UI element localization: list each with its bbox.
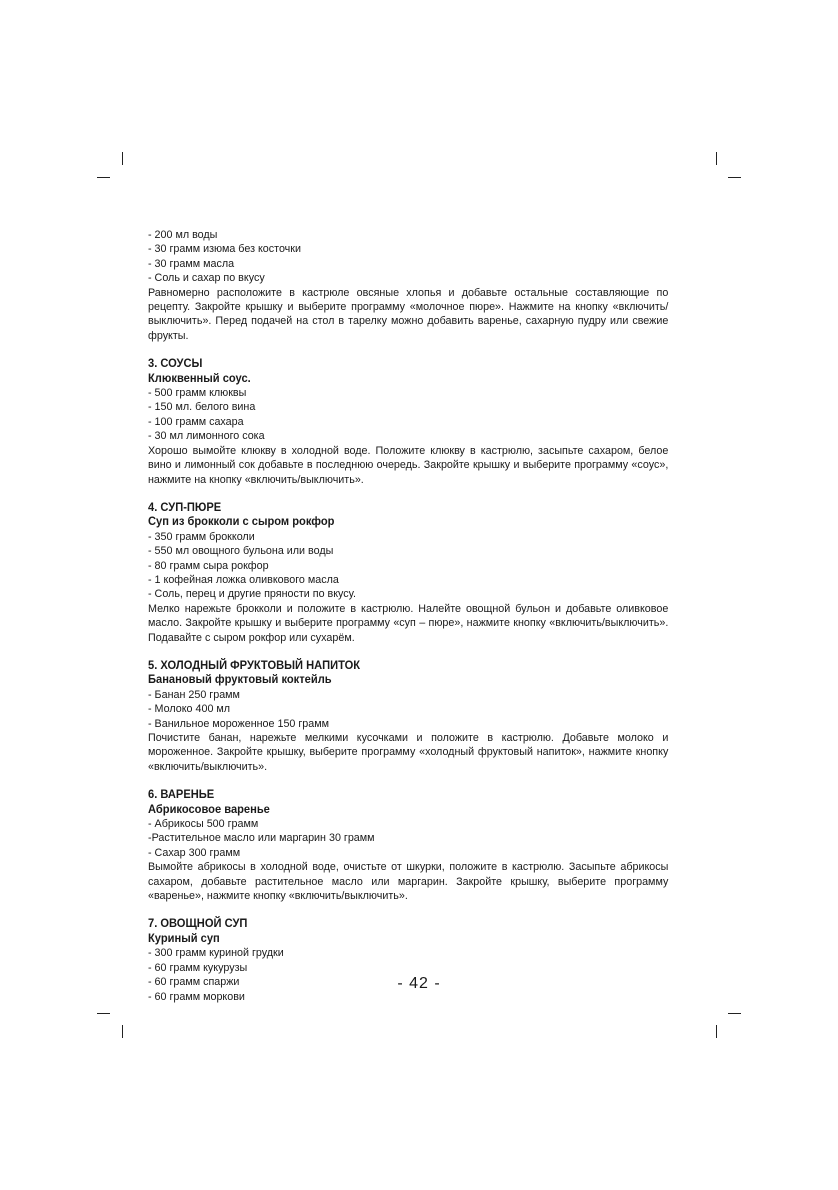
ingredient-item: - Сахар 300 грамм — [148, 846, 241, 859]
ingredient-item: - Соль и сахар по вкусу — [148, 272, 265, 285]
ingredient-item: - 60 грамм спаржи — [148, 976, 240, 989]
crop-mark-bottom-right-h — [728, 1013, 741, 1014]
ingredient-item: - 30 мл лимонного сока — [148, 430, 265, 443]
ingredient-item: -Растительное масло или маргарин 30 грамм — [148, 832, 375, 845]
instructions-paragraph: Почистите банан, нарежьте мелкими кусочками и положите в кастрюлю. Добавьте молоко и мороженное. Закройте крышку, выберите программу «холодный фруктовый напиток», нажмите кнопку «включить/выключить». — [148, 732, 669, 773]
section-heading: 6. ВАРЕНЬЕ — [148, 788, 215, 802]
section-heading: 7. ОВОЩНОЙ СУП — [148, 917, 248, 931]
crop-mark-bottom-right-v — [716, 1025, 717, 1038]
ingredient-item: - Абрикосы 500 грамм — [148, 818, 259, 831]
ingredient-item: - 100 грамм сахара — [148, 415, 244, 428]
section-heading: 3. СОУСЫ — [148, 357, 203, 371]
ingredient-item: - 200 мл воды — [148, 229, 218, 241]
instructions-paragraph: Вымойте абрикосы в холодной воде, очистьте от шкурки, положите в кастрюлю. Засыпьте абрикосы сахаром, добавьте растительное масло или маргарин. Закройте крышку, выберите программу «варенье», нажмите кнопку «включить/выключить». — [148, 861, 669, 903]
ingredient-item: - Ванильное мороженное 150 грамм — [148, 717, 330, 730]
ingredient-item: - Соль, перец и другие пряности по вкусу. — [148, 588, 356, 601]
ingredient-item: - 150 мл. белого вина — [148, 401, 256, 414]
ingredient-item: - 550 мл овощного бульона или воды — [148, 545, 334, 558]
section-soup-puree — [148, 501, 668, 645]
ingredient-item: - 30 грамм изюма без косточки — [148, 243, 301, 256]
section-sauces — [148, 357, 668, 487]
crop-mark-bottom-left-v — [122, 1025, 123, 1038]
crop-mark-top-left-h — [97, 177, 110, 178]
intro-section — [148, 228, 668, 343]
section-heading: 5. ХОЛОДНЫЙ ФРУКТОВЫЙ НАПИТОК — [148, 658, 361, 672]
ingredient-item: - 60 грамм моркови — [148, 990, 245, 1003]
ingredient-item: - 350 грамм брокколи — [148, 530, 255, 543]
ingredient-item: - Банан 250 грамм — [148, 688, 240, 701]
ingredient-item: - Молоко 400 мл — [148, 703, 231, 716]
crop-mark-bottom-left-h — [97, 1013, 110, 1014]
crop-mark-top-left-v — [122, 152, 123, 165]
recipe-title: Абрикосовое варенье — [148, 802, 270, 816]
page-content — [148, 228, 668, 1018]
ingredient-item: - 60 грамм кукурузы — [148, 961, 248, 974]
ingredient-item: - 30 грамм масла — [148, 257, 235, 270]
ingredient-item: - 1 кофейная ложка оливкового масла — [148, 573, 339, 586]
ingredient-item: - 300 грамм куриной грудки — [148, 947, 284, 960]
instructions-paragraph: Мелко нарежьте брокколи и положите в кастрюлю. Налейте овощной бульон и добавьте оливковое масло. Закройте крышку и выберите программу «суп – пюре», нажмите кнопку «включить/выключить». Подавайте с сыром рокфор или сухарём. — [148, 602, 669, 644]
recipe-title: Банановый фруктовый коктейль — [148, 673, 332, 687]
crop-mark-top-right-v — [716, 152, 717, 165]
page-number: - 42 - — [397, 975, 441, 992]
instructions-paragraph: Равномерно расположите в кастрюле овсяные хлопья и добавьте остальные составляющие по рецепту. Закройте крышку и выберите программу «молочное пюре». Нажмите на кнопку «включить/выключить». Перед подачей на стол в тарелку можно добавить варенье, сахарную пудру или свежие фрукты. — [148, 286, 669, 342]
crop-mark-top-right-h — [728, 177, 741, 178]
section-cold-drink — [148, 659, 668, 774]
instructions-paragraph: Хорошо вымойте клюкву в холодной воде. Положите клюкву в кастрюлю, засыпьте сахаром, белое вино и лимонный сок добавьте в последнюю очередь. Закройте крышку и выберите программу «соус», нажмите на кнопку «включить/выключить». — [148, 444, 669, 486]
recipe-title: Суп из брокколи с сыром рокфор — [148, 515, 335, 529]
recipe-title: Клюквенный соус. — [148, 371, 251, 385]
section-jam — [148, 788, 668, 903]
recipe-title: Куриный суп — [148, 931, 220, 945]
section-heading: 4. СУП-ПЮРЕ — [148, 500, 222, 514]
ingredient-item: - 500 грамм клюквы — [148, 387, 247, 400]
ingredient-item: - 80 грамм сыра рокфор — [148, 559, 269, 572]
